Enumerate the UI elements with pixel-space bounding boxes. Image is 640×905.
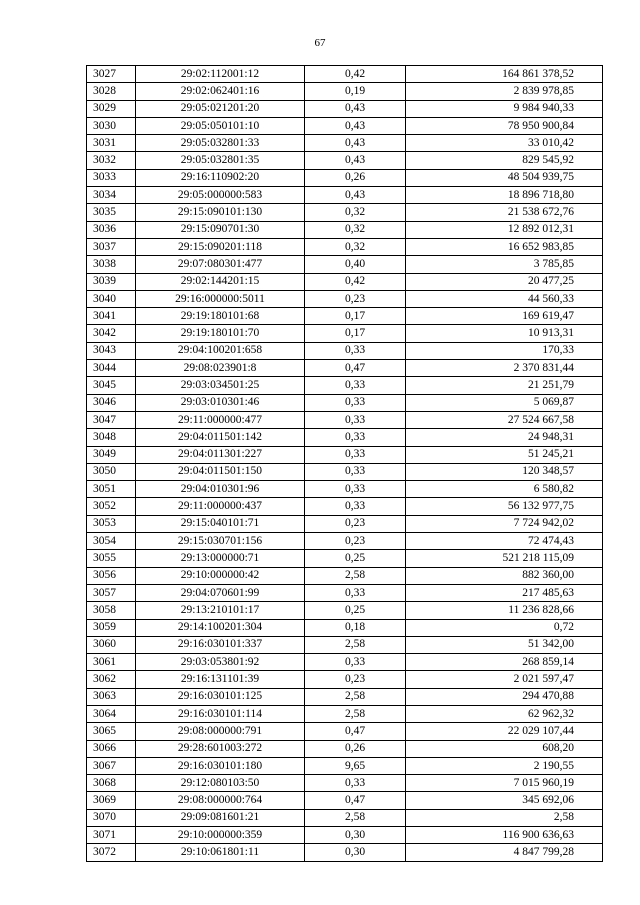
ratio-cell: 0,33 bbox=[305, 498, 406, 515]
row-number-cell: 3029 bbox=[87, 100, 136, 117]
value-cell: 4 847 799,28 bbox=[406, 844, 603, 861]
table-row bbox=[87, 411, 603, 428]
cadastral-number-cell: 29:16:000000:5011 bbox=[136, 290, 305, 307]
table-row bbox=[87, 463, 603, 480]
table-row bbox=[87, 342, 603, 359]
value-cell: 5 069,87 bbox=[406, 394, 603, 411]
row-number-cell: 3054 bbox=[87, 533, 136, 550]
cadastral-number-cell: 29:10:000000:359 bbox=[136, 827, 305, 844]
value-cell: 20 477,25 bbox=[406, 273, 603, 290]
table-row bbox=[87, 636, 603, 653]
cadastral-number-cell: 29:10:061801:11 bbox=[136, 844, 305, 861]
cadastral-number-cell: 29:19:180101:68 bbox=[136, 308, 305, 325]
value-cell: 6 580,82 bbox=[406, 481, 603, 498]
value-cell: 56 132 977,75 bbox=[406, 498, 603, 515]
value-cell: 345 692,06 bbox=[406, 792, 603, 809]
cadastral-number-cell: 29:04:011301:227 bbox=[136, 446, 305, 463]
cadastral-number-cell: 29:04:100201:658 bbox=[136, 342, 305, 359]
cadastral-number-cell: 29:02:062401:16 bbox=[136, 83, 305, 100]
row-number-cell: 3031 bbox=[87, 135, 136, 152]
row-number-cell: 3028 bbox=[87, 83, 136, 100]
value-cell: 51 342,00 bbox=[406, 636, 603, 653]
ratio-cell: 0,47 bbox=[305, 360, 406, 377]
cadastral-number-cell: 29:12:080103:50 bbox=[136, 775, 305, 792]
value-cell: 7 724 942,02 bbox=[406, 515, 603, 532]
row-number-cell: 3066 bbox=[87, 740, 136, 757]
value-cell: 0,72 bbox=[406, 619, 603, 636]
cadastral-number-cell: 29:16:030101:337 bbox=[136, 636, 305, 653]
table-row bbox=[87, 135, 603, 152]
value-cell: 268 859,14 bbox=[406, 654, 603, 671]
table-row bbox=[87, 221, 603, 238]
ratio-cell: 0,33 bbox=[305, 584, 406, 601]
cadastral-number-cell: 29:28:601003:272 bbox=[136, 740, 305, 757]
value-cell: 12 892 012,31 bbox=[406, 221, 603, 238]
value-cell: 48 504 939,75 bbox=[406, 169, 603, 186]
cadastral-number-cell: 29:05:000000:583 bbox=[136, 187, 305, 204]
value-cell: 2 370 831,44 bbox=[406, 360, 603, 377]
cadastral-number-cell: 29:16:110902:20 bbox=[136, 169, 305, 186]
row-number-cell: 3042 bbox=[87, 325, 136, 342]
row-number-cell: 3038 bbox=[87, 256, 136, 273]
cadastral-number-cell: 29:02:112001:12 bbox=[136, 66, 305, 83]
table-row bbox=[87, 290, 603, 307]
ratio-cell: 0,32 bbox=[305, 221, 406, 238]
table-row bbox=[87, 481, 603, 498]
row-number-cell: 3068 bbox=[87, 775, 136, 792]
ratio-cell: 0,47 bbox=[305, 723, 406, 740]
ratio-cell: 0,33 bbox=[305, 775, 406, 792]
table-row bbox=[87, 584, 603, 601]
data-table bbox=[86, 65, 603, 862]
table-row bbox=[87, 757, 603, 774]
cadastral-number-cell: 29:08:000000:791 bbox=[136, 723, 305, 740]
row-number-cell: 3037 bbox=[87, 238, 136, 255]
row-number-cell: 3032 bbox=[87, 152, 136, 169]
cadastral-number-cell: 29:11:000000:437 bbox=[136, 498, 305, 515]
row-number-cell: 3034 bbox=[87, 187, 136, 204]
cadastral-number-cell: 29:05:050101:10 bbox=[136, 117, 305, 134]
value-cell: 120 348,57 bbox=[406, 463, 603, 480]
ratio-cell: 0,47 bbox=[305, 792, 406, 809]
cadastral-number-cell: 29:03:010301:46 bbox=[136, 394, 305, 411]
table-row bbox=[87, 152, 603, 169]
row-number-cell: 3071 bbox=[87, 827, 136, 844]
cadastral-number-cell: 29:04:011501:142 bbox=[136, 429, 305, 446]
table-row bbox=[87, 844, 603, 861]
page-number: 67 bbox=[314, 37, 326, 49]
cadastral-number-cell: 29:15:090101:130 bbox=[136, 204, 305, 221]
ratio-cell: 2,58 bbox=[305, 636, 406, 653]
value-cell: 10 913,31 bbox=[406, 325, 603, 342]
row-number-cell: 3057 bbox=[87, 584, 136, 601]
row-number-cell: 3048 bbox=[87, 429, 136, 446]
table-row bbox=[87, 809, 603, 826]
value-cell: 7 015 960,19 bbox=[406, 775, 603, 792]
cadastral-number-cell: 29:08:000000:764 bbox=[136, 792, 305, 809]
table-row bbox=[87, 723, 603, 740]
table-row bbox=[87, 792, 603, 809]
value-cell: 16 652 983,85 bbox=[406, 238, 603, 255]
ratio-cell: 0,23 bbox=[305, 671, 406, 688]
row-number-cell: 3065 bbox=[87, 723, 136, 740]
row-number-cell: 3063 bbox=[87, 688, 136, 705]
value-cell: 3 785,85 bbox=[406, 256, 603, 273]
table-row bbox=[87, 533, 603, 550]
value-cell: 21 251,79 bbox=[406, 377, 603, 394]
table-row bbox=[87, 169, 603, 186]
table-row bbox=[87, 705, 603, 722]
ratio-cell: 0,19 bbox=[305, 83, 406, 100]
ratio-cell: 0,33 bbox=[305, 342, 406, 359]
table-row bbox=[87, 187, 603, 204]
value-cell: 18 896 718,80 bbox=[406, 187, 603, 204]
table-row bbox=[87, 238, 603, 255]
row-number-cell: 3059 bbox=[87, 619, 136, 636]
table-row bbox=[87, 273, 603, 290]
ratio-cell: 0,17 bbox=[305, 325, 406, 342]
cadastral-number-cell: 29:04:070601:99 bbox=[136, 584, 305, 601]
cadastral-number-cell: 29:15:090201:118 bbox=[136, 238, 305, 255]
value-cell: 22 029 107,44 bbox=[406, 723, 603, 740]
value-cell: 78 950 900,84 bbox=[406, 117, 603, 134]
table-row bbox=[87, 740, 603, 757]
ratio-cell: 2,58 bbox=[305, 688, 406, 705]
cadastral-number-cell: 29:14:100201:304 bbox=[136, 619, 305, 636]
row-number-cell: 3061 bbox=[87, 654, 136, 671]
ratio-cell: 0,32 bbox=[305, 204, 406, 221]
row-number-cell: 3052 bbox=[87, 498, 136, 515]
cadastral-number-cell: 29:13:210101:17 bbox=[136, 602, 305, 619]
ratio-cell: 0,17 bbox=[305, 308, 406, 325]
row-number-cell: 3050 bbox=[87, 463, 136, 480]
table-row bbox=[87, 567, 603, 584]
ratio-cell: 0,30 bbox=[305, 844, 406, 861]
value-cell: 217 485,63 bbox=[406, 584, 603, 601]
row-number-cell: 3058 bbox=[87, 602, 136, 619]
value-cell: 116 900 636,63 bbox=[406, 827, 603, 844]
value-cell: 2,58 bbox=[406, 809, 603, 826]
cadastral-number-cell: 29:10:000000:42 bbox=[136, 567, 305, 584]
table-row bbox=[87, 775, 603, 792]
cadastral-number-cell: 29:04:011501:150 bbox=[136, 463, 305, 480]
cadastral-number-cell: 29:07:080301:477 bbox=[136, 256, 305, 273]
cadastral-number-cell: 29:19:180101:70 bbox=[136, 325, 305, 342]
row-number-cell: 3049 bbox=[87, 446, 136, 463]
row-number-cell: 3069 bbox=[87, 792, 136, 809]
row-number-cell: 3072 bbox=[87, 844, 136, 861]
row-number-cell: 3043 bbox=[87, 342, 136, 359]
table-row bbox=[87, 100, 603, 117]
ratio-cell: 0,23 bbox=[305, 290, 406, 307]
table-row bbox=[87, 394, 603, 411]
row-number-cell: 3053 bbox=[87, 515, 136, 532]
table-row bbox=[87, 117, 603, 134]
ratio-cell: 0,25 bbox=[305, 550, 406, 567]
value-cell: 51 245,21 bbox=[406, 446, 603, 463]
value-cell: 44 560,33 bbox=[406, 290, 603, 307]
row-number-cell: 3041 bbox=[87, 308, 136, 325]
row-number-cell: 3045 bbox=[87, 377, 136, 394]
value-cell: 72 474,43 bbox=[406, 533, 603, 550]
ratio-cell: 0,32 bbox=[305, 238, 406, 255]
cadastral-number-cell: 29:02:144201:15 bbox=[136, 273, 305, 290]
value-cell: 882 360,00 bbox=[406, 567, 603, 584]
ratio-cell: 0,33 bbox=[305, 429, 406, 446]
ratio-cell: 0,42 bbox=[305, 273, 406, 290]
cadastral-number-cell: 29:16:030101:114 bbox=[136, 705, 305, 722]
cadastral-number-cell: 29:03:053801:92 bbox=[136, 654, 305, 671]
value-cell: 2 190,55 bbox=[406, 757, 603, 774]
ratio-cell: 0,30 bbox=[305, 827, 406, 844]
ratio-cell: 0,43 bbox=[305, 187, 406, 204]
table-row bbox=[87, 256, 603, 273]
cadastral-number-cell: 29:15:040101:71 bbox=[136, 515, 305, 532]
table-row bbox=[87, 602, 603, 619]
ratio-cell: 0,42 bbox=[305, 66, 406, 83]
ratio-cell: 0,43 bbox=[305, 135, 406, 152]
row-number-cell: 3035 bbox=[87, 204, 136, 221]
ratio-cell: 0,33 bbox=[305, 463, 406, 480]
row-number-cell: 3064 bbox=[87, 705, 136, 722]
value-cell: 24 948,31 bbox=[406, 429, 603, 446]
row-number-cell: 3033 bbox=[87, 169, 136, 186]
row-number-cell: 3030 bbox=[87, 117, 136, 134]
value-cell: 27 524 667,58 bbox=[406, 411, 603, 428]
value-cell: 2 021 597,47 bbox=[406, 671, 603, 688]
cadastral-number-cell: 29:08:023901:8 bbox=[136, 360, 305, 377]
value-cell: 608,20 bbox=[406, 740, 603, 757]
ratio-cell: 9,65 bbox=[305, 757, 406, 774]
value-cell: 2 839 978,85 bbox=[406, 83, 603, 100]
cadastral-number-cell: 29:16:030101:125 bbox=[136, 688, 305, 705]
value-cell: 9 984 940,33 bbox=[406, 100, 603, 117]
table-row bbox=[87, 308, 603, 325]
row-number-cell: 3036 bbox=[87, 221, 136, 238]
ratio-cell: 0,33 bbox=[305, 377, 406, 394]
ratio-cell: 0,23 bbox=[305, 515, 406, 532]
cadastral-number-cell: 29:15:090701:30 bbox=[136, 221, 305, 238]
table-row bbox=[87, 83, 603, 100]
cadastral-number-cell: 29:03:034501:25 bbox=[136, 377, 305, 394]
ratio-cell: 0,33 bbox=[305, 394, 406, 411]
ratio-cell: 0,43 bbox=[305, 152, 406, 169]
table-row bbox=[87, 429, 603, 446]
ratio-cell: 0,33 bbox=[305, 446, 406, 463]
cadastral-number-cell: 29:16:131101:39 bbox=[136, 671, 305, 688]
row-number-cell: 3047 bbox=[87, 411, 136, 428]
value-cell: 164 861 378,52 bbox=[406, 66, 603, 83]
table-row bbox=[87, 377, 603, 394]
value-cell: 62 962,32 bbox=[406, 705, 603, 722]
row-number-cell: 3067 bbox=[87, 757, 136, 774]
row-number-cell: 3070 bbox=[87, 809, 136, 826]
table-row bbox=[87, 654, 603, 671]
value-cell: 294 470,88 bbox=[406, 688, 603, 705]
row-number-cell: 3027 bbox=[87, 66, 136, 83]
row-number-cell: 3046 bbox=[87, 394, 136, 411]
row-number-cell: 3051 bbox=[87, 481, 136, 498]
row-number-cell: 3060 bbox=[87, 636, 136, 653]
ratio-cell: 2,58 bbox=[305, 809, 406, 826]
value-cell: 11 236 828,66 bbox=[406, 602, 603, 619]
table-row bbox=[87, 619, 603, 636]
cadastral-number-cell: 29:15:030701:156 bbox=[136, 533, 305, 550]
row-number-cell: 3040 bbox=[87, 290, 136, 307]
cadastral-number-cell: 29:13:000000:71 bbox=[136, 550, 305, 567]
table-row bbox=[87, 446, 603, 463]
table-row bbox=[87, 688, 603, 705]
value-cell: 21 538 672,76 bbox=[406, 204, 603, 221]
ratio-cell: 0,18 bbox=[305, 619, 406, 636]
table-row bbox=[87, 550, 603, 567]
cadastral-number-cell: 29:09:081601:21 bbox=[136, 809, 305, 826]
table-row bbox=[87, 827, 603, 844]
ratio-cell: 0,26 bbox=[305, 169, 406, 186]
cadastral-number-cell: 29:05:032801:35 bbox=[136, 152, 305, 169]
ratio-cell: 0,33 bbox=[305, 654, 406, 671]
ratio-cell: 0,33 bbox=[305, 411, 406, 428]
table-row bbox=[87, 671, 603, 688]
table-row bbox=[87, 325, 603, 342]
row-number-cell: 3044 bbox=[87, 360, 136, 377]
cadastral-number-cell: 29:05:032801:33 bbox=[136, 135, 305, 152]
table-body bbox=[87, 66, 603, 862]
ratio-cell: 0,40 bbox=[305, 256, 406, 273]
row-number-cell: 3039 bbox=[87, 273, 136, 290]
value-cell: 521 218 115,09 bbox=[406, 550, 603, 567]
row-number-cell: 3055 bbox=[87, 550, 136, 567]
table-row bbox=[87, 515, 603, 532]
ratio-cell: 0,43 bbox=[305, 100, 406, 117]
ratio-cell: 0,26 bbox=[305, 740, 406, 757]
ratio-cell: 0,43 bbox=[305, 117, 406, 134]
row-number-cell: 3056 bbox=[87, 567, 136, 584]
table-row bbox=[87, 66, 603, 83]
value-cell: 169 619,47 bbox=[406, 308, 603, 325]
table-row bbox=[87, 204, 603, 221]
ratio-cell: 0,23 bbox=[305, 533, 406, 550]
table-row bbox=[87, 498, 603, 515]
cadastral-number-cell: 29:05:021201:20 bbox=[136, 100, 305, 117]
cadastral-number-cell: 29:11:000000:477 bbox=[136, 411, 305, 428]
ratio-cell: 2,58 bbox=[305, 705, 406, 722]
row-number-cell: 3062 bbox=[87, 671, 136, 688]
table-row bbox=[87, 360, 603, 377]
cadastral-number-cell: 29:04:010301:96 bbox=[136, 481, 305, 498]
value-cell: 170,33 bbox=[406, 342, 603, 359]
value-cell: 829 545,92 bbox=[406, 152, 603, 169]
ratio-cell: 0,33 bbox=[305, 481, 406, 498]
cadastral-number-cell: 29:16:030101:180 bbox=[136, 757, 305, 774]
value-cell: 33 010,42 bbox=[406, 135, 603, 152]
ratio-cell: 0,25 bbox=[305, 602, 406, 619]
ratio-cell: 2,58 bbox=[305, 567, 406, 584]
